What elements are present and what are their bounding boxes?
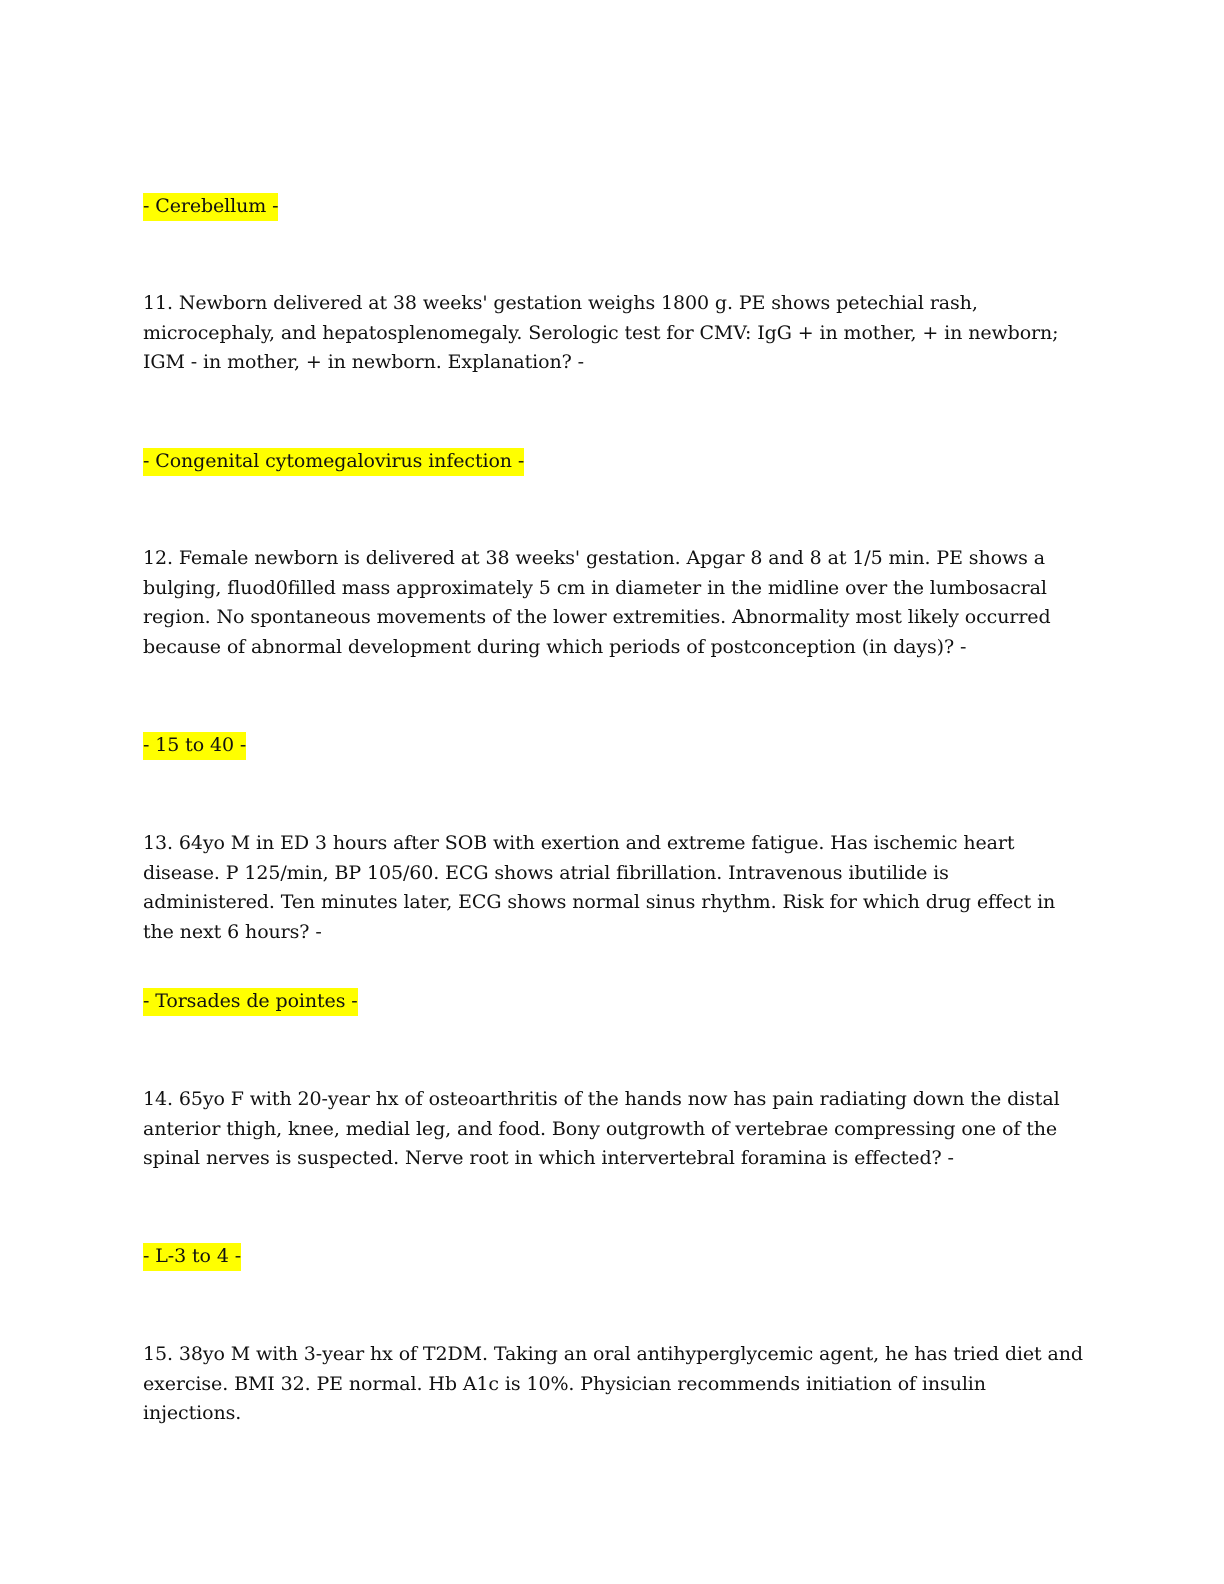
answer-12 [143,731,1083,761]
answer-12-text: - 15 to 40 - [143,732,246,760]
question-14-text: 14. 65yo F with 20-year hx of osteoarthritis of the hands now has pain radiating down the distal anterior thigh, knee, medial leg, and food. Bony outgrowth of vertebrae compressing one of the spinal nerves is suspected. Nerve root in which intervertebral foramina is effected? - [143,1088,1060,1169]
answer-13-text: - Torsades de pointes - [143,988,358,1016]
question-12-text: 12. Female newborn is delivered at 38 weeks' gestation. Apgar 8 and 8 at 1/5 min. PE shows a bulging, fluod0filled mass approximately 5 cm in diameter in the midline over the lumbosacral region. No spontaneous movements of the lower extremities. Abnormality most likely occurred because of abnormal development during which periods of postconception (in days)? - [143,547,1051,658]
answer-14-text: - L-3 to 4 - [143,1243,241,1271]
question-13-text: 13. 64yo M in ED 3 hours after SOB with exertion and extreme fatigue. Has ischemic heart disease. P 125/min, BP 105/60. ECG shows atrial fibrillation. Intravenous ibutilide is administered. Ten minutes later, ECG shows normal sinus rhythm. Risk for which drug effect in the next 6 hours? - [143,832,1056,943]
question-15 [143,1340,1083,1429]
answer-11 [143,447,1083,477]
question-11 [143,289,1083,378]
question-12 [143,544,1083,662]
answer-10 [143,192,1083,222]
question-13 [143,829,1083,947]
question-14 [143,1085,1083,1174]
answer-11-text: - Congenital cytomegalovirus infection - [143,448,524,476]
answer-10-text: - Cerebellum - [143,193,278,221]
question-11-text: 11. Newborn delivered at 38 weeks' gestation weighs 1800 g. PE shows petechial rash, microcephaly, and hepatosplenomegaly. Serologic test for CMV: IgG + in mother, + in newborn; IGM - in mother, + in newborn. Explanation? - [143,292,1059,373]
question-15-text: 15. 38yo M with 3-year hx of T2DM. Taking an oral antihyperglycemic agent, he has tried diet and exercise. BMI 32. PE normal. Hb A1c is 10%. Physician recommends initiation of insulin injections. [143,1343,1083,1424]
answer-13 [143,987,1083,1017]
answer-14 [143,1242,1083,1272]
